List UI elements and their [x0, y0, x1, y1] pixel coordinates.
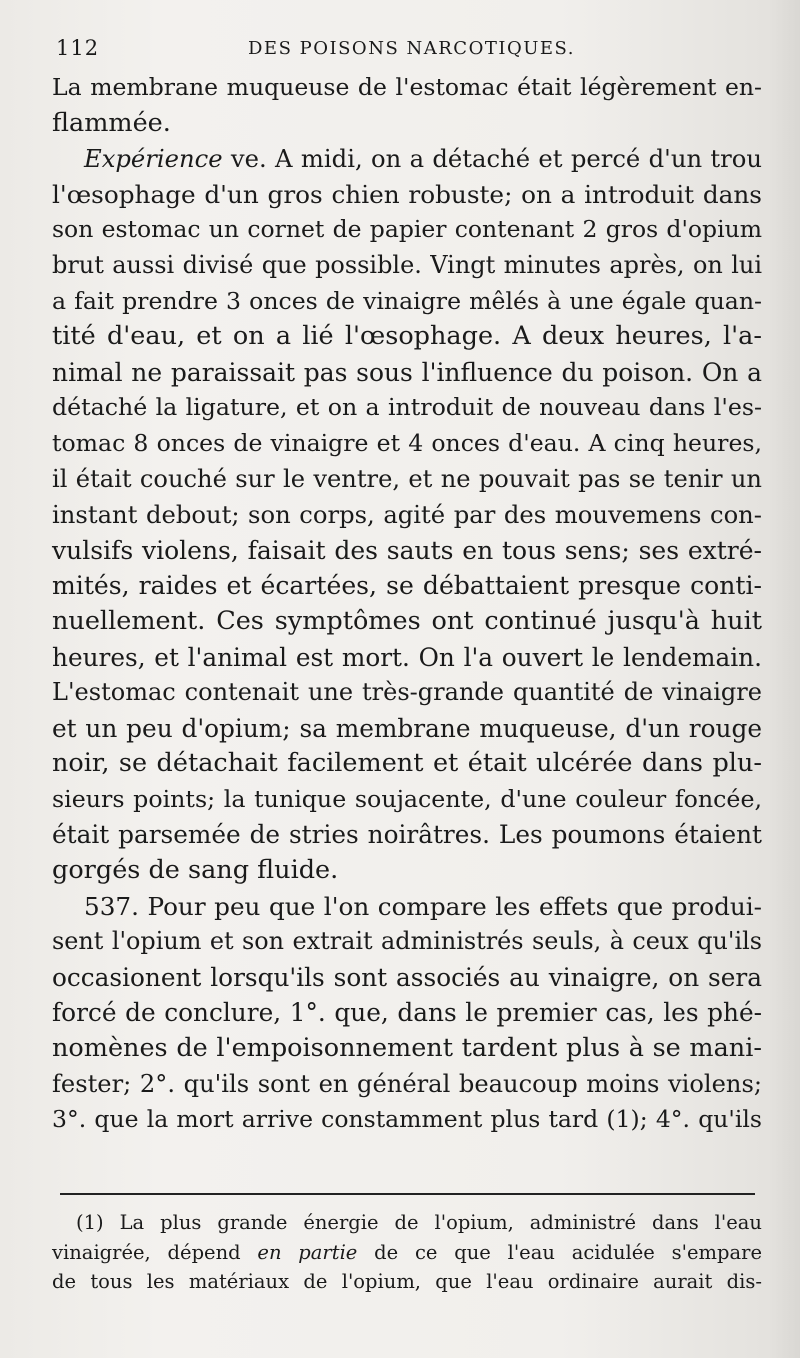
text-line: La membrane muqueuse de l'estomac était légèrement en-: [52, 73, 762, 101]
footnote-rule: [60, 1193, 755, 1195]
footnote-italic: en partie: [257, 1240, 358, 1264]
text-line: fester; 2°. qu'ils sont en général beaucoup moins violens;: [52, 1069, 762, 1098]
text-line: tité d'eau, et on a lié l'œsophage. A deux heures, l'a-: [52, 321, 762, 352]
text-line: vulsifs violens, faisait des sauts en tous sens; ses extré-: [52, 535, 762, 565]
text-line: tomac 8 onces de vinaigre et 4 onces d'eau. A cinq heures,: [52, 428, 762, 457]
running-head: DES POISONS NARCOTIQUES.: [248, 38, 575, 59]
page-number: 112: [56, 36, 100, 60]
text-line: 3°. que la mort arrive constamment plus tard (1); 4°. qu'ils: [52, 1105, 762, 1134]
footnote-text: vinaigrée, dépend: [52, 1240, 258, 1264]
footnote-line: (1) La plus grande énergie de l'opium, administré dans l'eau: [76, 1211, 762, 1234]
footnote-text: de ce que l'eau acidulée s'empare: [357, 1240, 762, 1264]
text-line: détaché la ligature, et on a introduit de nouveau dans l'es-: [52, 393, 762, 422]
experience-rest: ve. A midi, on a détaché et percé d'un trou: [222, 144, 762, 174]
text-line: l'œsophage d'un gros chien robuste; on a introduit dans: [52, 179, 762, 209]
footnote-line: [52, 1238, 762, 1268]
text-line: gorgés de sang fluide.: [52, 855, 339, 886]
text-line: a fait prendre 3 onces de vinaigre mêlés à une égale quan-: [52, 286, 762, 315]
paragraph-537-start: 537. Pour peu que l'on compare les effets que produi-: [84, 891, 762, 921]
footnote: [52, 1208, 762, 1297]
text-line: occasionent lorsqu'ils sont associés au vinaigre, on sera: [52, 962, 762, 992]
text-line: brut aussi divisé que possible. Vingt minutes après, on lui: [52, 250, 762, 279]
text-line: forcé de conclure, 1°. que, dans le premier cas, les phé-: [52, 998, 762, 1028]
text-line: nuellement. Ces symptômes ont continué jusqu'à huit: [52, 605, 762, 636]
text-line: nomènes de l'empoisonnement tardent plus à se mani-: [52, 1033, 762, 1064]
text-line: instant debout; son corps, agité par des mouvemens con-: [52, 500, 762, 530]
footnote-line: de tous les matériaux de l'opium, que l'eau ordinaire aurait dis-: [52, 1270, 762, 1293]
text-line: était parsemée de stries noirâtres. Les poumons étaient: [52, 820, 762, 850]
text-line: flammée.: [52, 107, 171, 138]
text-line: sieurs points; la tunique soujacente, d'une couleur foncée,: [52, 784, 762, 813]
text-line: son estomac un cornet de papier contenant 2 gros d'opium: [52, 215, 762, 244]
text-line: L'estomac contenait une très-grande quantité de vinaigre: [52, 678, 762, 707]
page-header: [56, 36, 756, 66]
text-line: noir, se détachait facilement et était ulcérée dans plu-: [52, 748, 762, 779]
text-line: mités, raides et écartées, se débattaient presque conti-: [52, 571, 762, 601]
text-line: il était couché sur le ventre, et ne pouvait pas se tenir un: [52, 464, 762, 493]
text-line: heures, et l'animal est mort. On l'a ouvert le lendemain.: [52, 642, 762, 672]
text-line: et un peu d'opium; sa membrane muqueuse, d'un rouge: [52, 713, 762, 743]
body-text: [52, 70, 762, 1138]
text-line: sent l'opium et son extrait administrés seuls, à ceux qu'ils: [52, 927, 762, 956]
experience-label: Expérience: [84, 144, 223, 174]
experience-line: [52, 141, 762, 177]
text-line: nimal ne paraissait pas sous l'influence du poison. On a: [52, 357, 762, 387]
